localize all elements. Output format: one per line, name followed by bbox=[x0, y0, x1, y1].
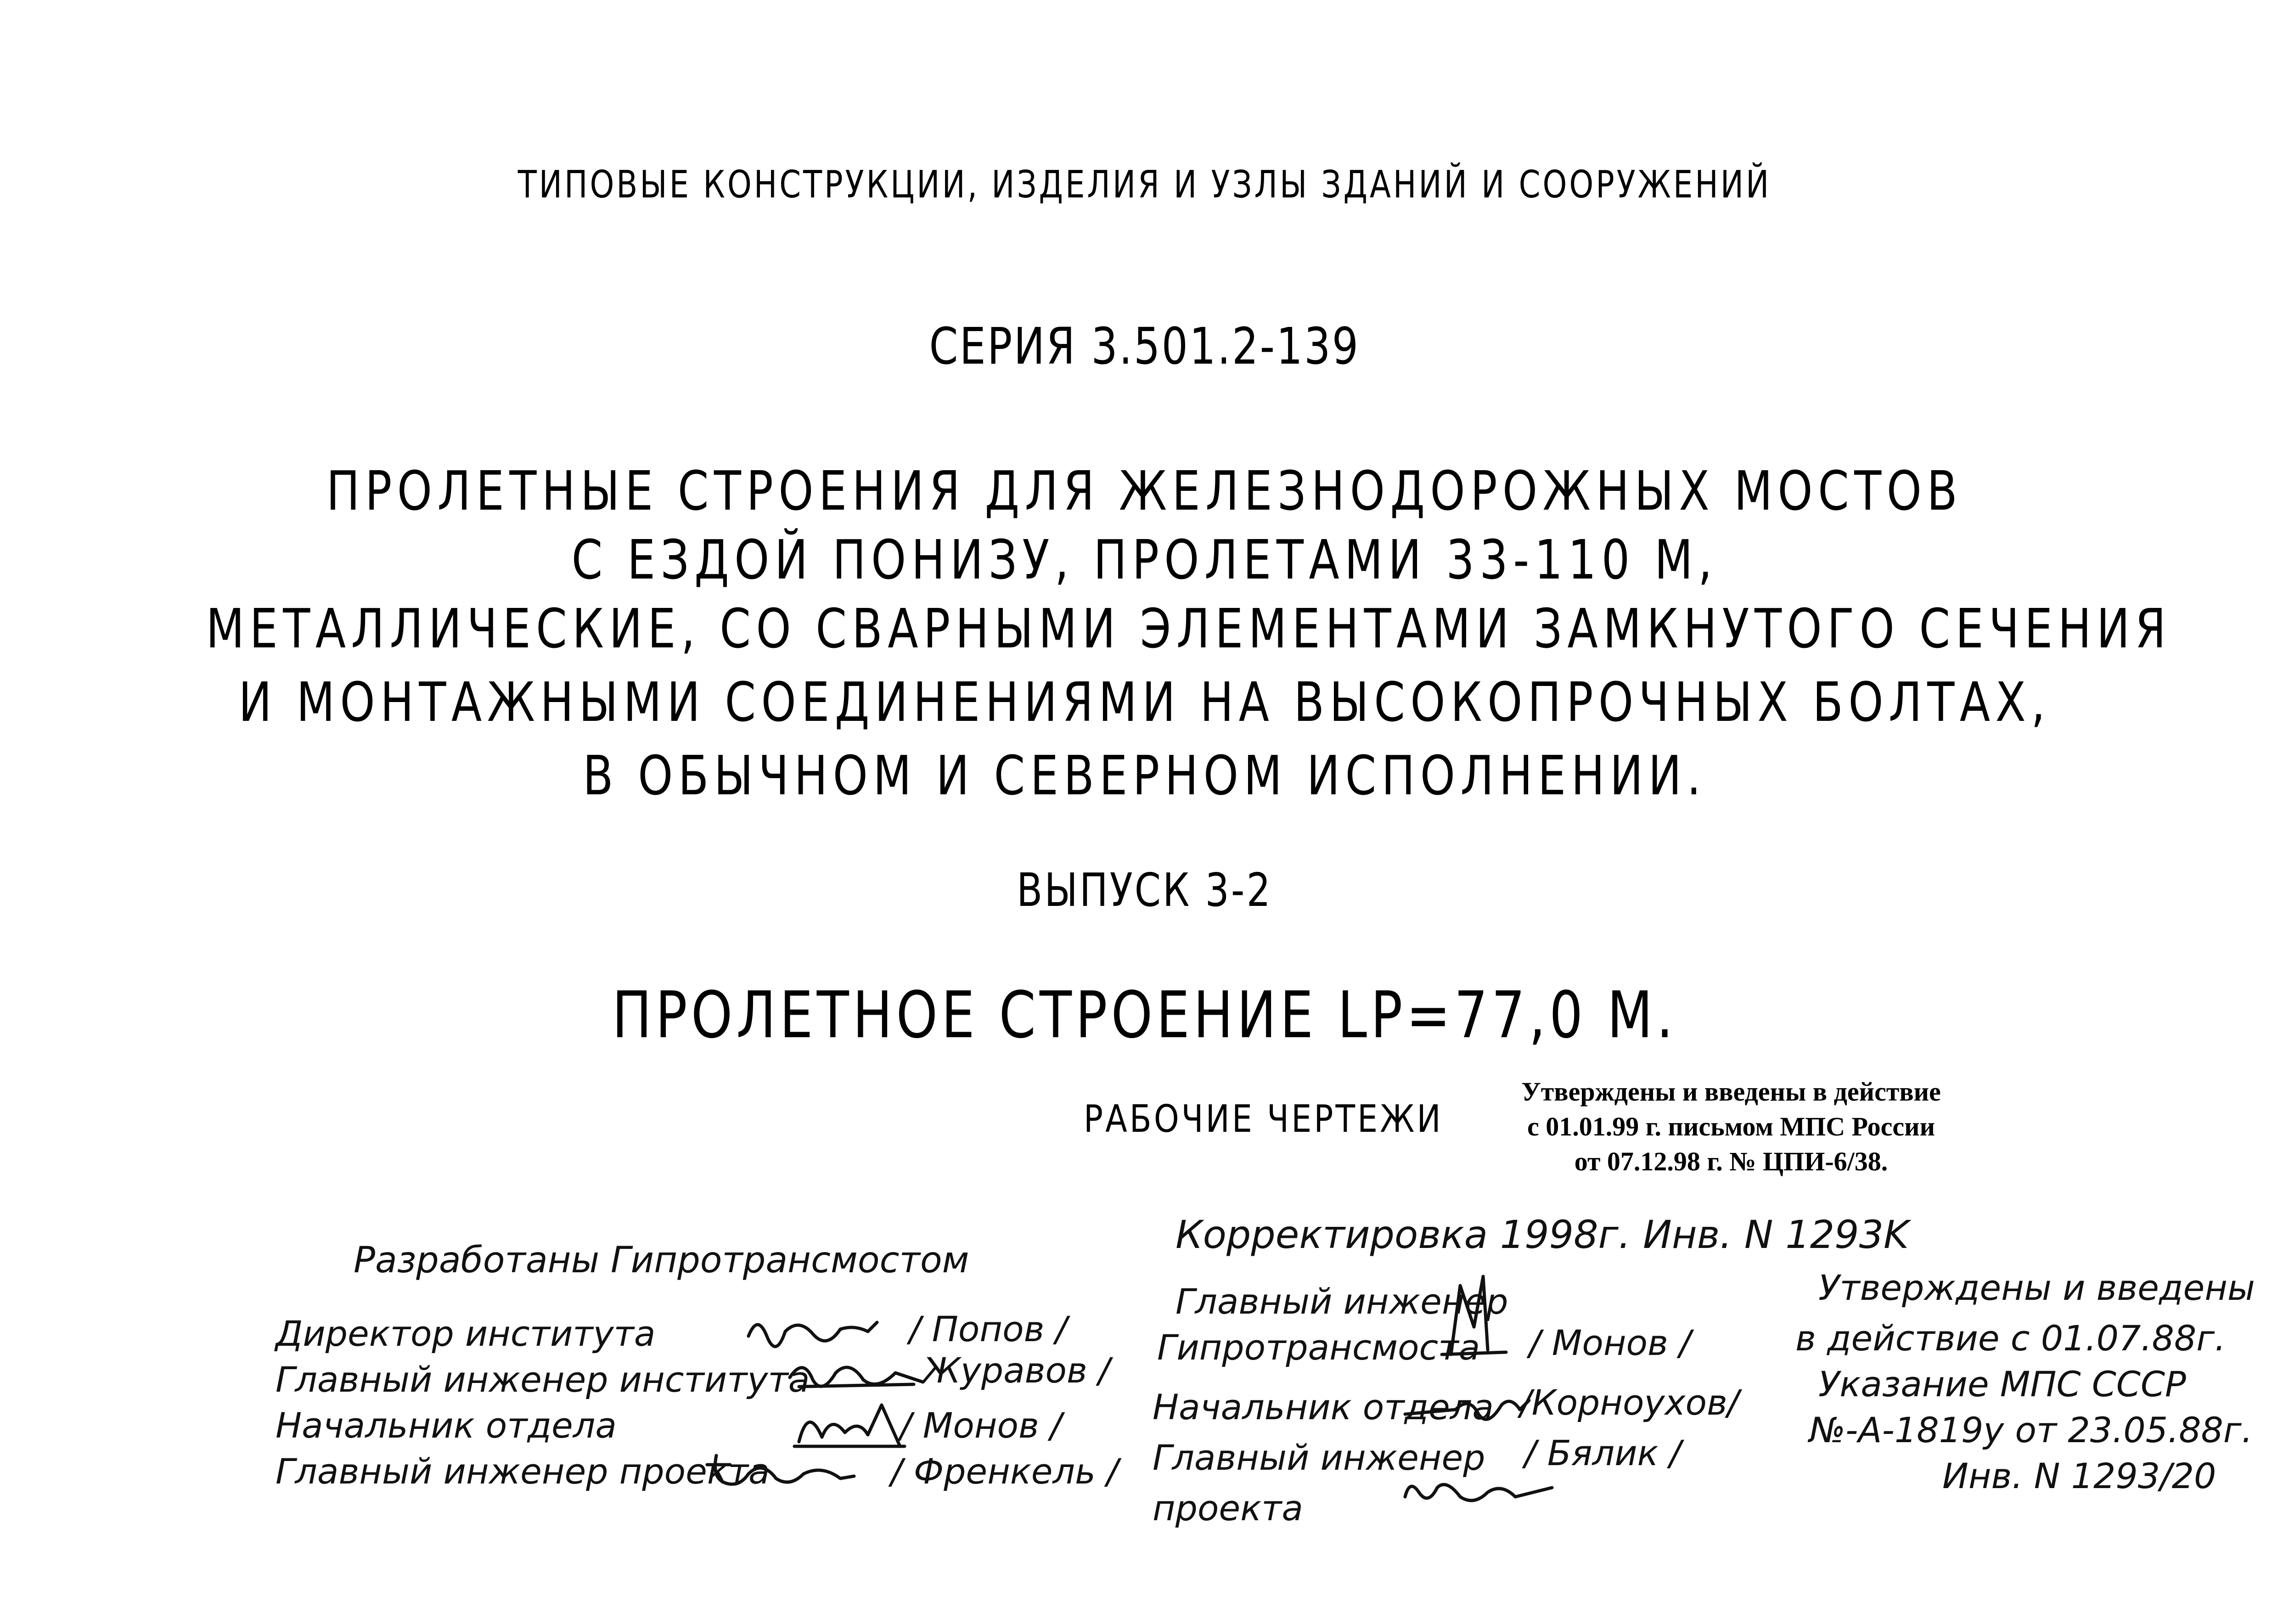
director-name: / Попов / bbox=[909, 1309, 1068, 1349]
correction-chief-engineer-line1: Главный инженер bbox=[1175, 1281, 1508, 1322]
approval-stamp bbox=[1479, 1074, 1984, 1179]
series-number: СЕРИЯ 3.501.2-139 bbox=[929, 317, 1360, 376]
drawing-type: РАБОЧИЕ ЧЕРТЕЖИ bbox=[1084, 1097, 1443, 1141]
correction-chief-engineer-name: / Монов / bbox=[1529, 1322, 1691, 1363]
right-approval-line-3: Указание МПС СССР bbox=[1818, 1364, 2186, 1405]
correction-project-engineer-line2: проекта bbox=[1153, 1488, 1303, 1528]
correction-title: Корректировка 1998г. Инв. N 1293K bbox=[1175, 1212, 1909, 1257]
title-line-1: ПРОЛЕТНЫЕ СТРОЕНИЯ ДЛЯ ЖЕЛЕЗНОДОРОЖНЫХ МОСТОВ bbox=[326, 459, 1963, 523]
signature-director bbox=[744, 1309, 882, 1359]
signature-correction-dept-head bbox=[1400, 1387, 1538, 1437]
project-engineer-role: Главный инженер проекта bbox=[276, 1451, 770, 1492]
title-line-4: И МОНТАЖНЫМИ СОЕДИНЕНИЯМИ НА ВЫСОКОПРОЧНЫХ БОЛТАХ, bbox=[238, 670, 2051, 734]
title-line-5: В ОБЫЧНОМ И СЕВЕРНОМ ИСПОЛНЕНИИ. bbox=[583, 744, 1706, 807]
developed-by: Разработаны Гипротрансмостом bbox=[354, 1240, 969, 1281]
correction-project-engineer-line1: Главный инженер bbox=[1153, 1437, 1485, 1478]
title-line-2: С ЕЗДОЙ ПОНИЗУ, ПРОЛЕТАМИ 33-110 М, bbox=[571, 528, 1718, 591]
signature-correction-chief-engineer bbox=[1437, 1258, 1511, 1364]
correction-dept-head-name: /Корноухов/ bbox=[1520, 1382, 1739, 1423]
title-line-3: МЕТАЛЛИЧЕСКИЕ, СО СВАРНЫМИ ЭЛЕМЕНТАМИ ЗАМКНУТОГО СЕЧЕНИЯ bbox=[206, 597, 2171, 660]
span-title: ПРОЛЕТНОЕ СТРОЕНИЕ LP=77,0 М. bbox=[612, 978, 1677, 1053]
right-approval-line-4: №-А-1819у от 23.05.88г. bbox=[1809, 1410, 2253, 1450]
chief-engineer-name: Журавов / bbox=[923, 1350, 1110, 1391]
signature-correction-project-engineer bbox=[1396, 1469, 1561, 1520]
right-inventory-number: Инв. N 1293/20 bbox=[1942, 1455, 2216, 1496]
correction-chief-engineer-line2: Гипротрансмоста bbox=[1157, 1327, 1480, 1368]
dept-head-name: / Монов / bbox=[900, 1405, 1062, 1446]
approval-stamp-line-1: Утверждены и введены в действие bbox=[1521, 1077, 1941, 1107]
chief-engineer-role: Главный инженер института bbox=[276, 1359, 810, 1400]
right-approval-line-1: Утверждены и введены bbox=[1818, 1267, 2255, 1308]
issue-number: ВЫПУСК 3-2 bbox=[1017, 863, 1272, 917]
correction-dept-head-role: Начальник отдела bbox=[1153, 1387, 1494, 1427]
director-role: Директор института bbox=[276, 1313, 656, 1354]
right-approval-line-2: в действие с 01.07.88г. bbox=[1795, 1318, 2226, 1359]
signature-project-engineer bbox=[703, 1446, 859, 1497]
project-engineer-name: / Френкель / bbox=[891, 1451, 1119, 1492]
approval-stamp-line-2: с 01.01.99 г. письмом МПС России bbox=[1527, 1112, 1935, 1141]
collection-header: ТИПОВЫЕ КОНСТРУКЦИИ, ИЗДЕЛИЯ И УЗЛЫ ЗДАНИЙ И СООРУЖЕНИЙ bbox=[517, 163, 1772, 207]
dept-head-role: Начальник отдела bbox=[276, 1405, 617, 1446]
correction-project-engineer-name: / Бялик / bbox=[1524, 1433, 1682, 1473]
approval-stamp-line-3: от 07.12.98 г. № ЦПИ-6/38. bbox=[1574, 1146, 1888, 1176]
